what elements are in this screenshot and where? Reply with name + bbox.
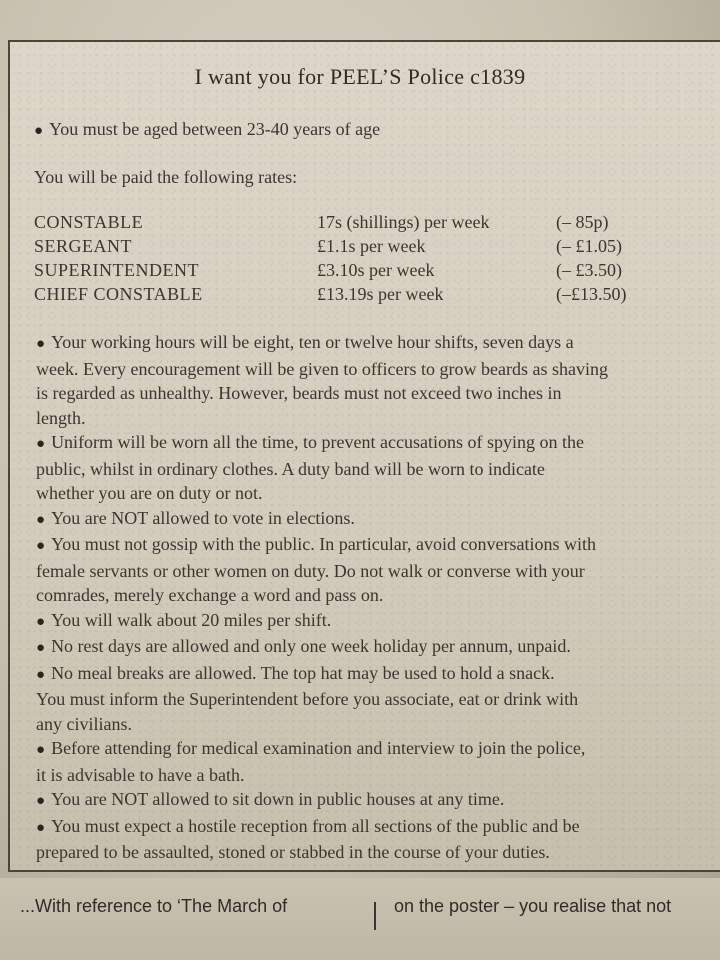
- footer-right-text: on the poster – you realise that not: [394, 896, 672, 916]
- rule-item: ● You will walk about 20 miles per shift.: [36, 609, 332, 630]
- rule-item: ● You are NOT allowed to sit down in public houses at any time.: [36, 789, 505, 809]
- rule-line: public, whilst in ordinary clothes. A duty band will be worn to indicate: [36, 458, 545, 479]
- footer-left-text: ...With reference to ‘The March of: [20, 896, 288, 916]
- rates-intro: You will be paid the following rates:: [34, 167, 298, 187]
- rule-item: ● You must not gossip with the public. In particular, avoid conversations with: [36, 534, 596, 554]
- rule-line: prepared to be assaulted, stoned or stabbed in the course of your duties.: [36, 842, 550, 862]
- rule-line: it is advisable to have a bath.: [36, 764, 245, 785]
- rule-line: week. Every encouragement will be given to officers to grow beards as shaving: [36, 358, 608, 379]
- poster-title: I want you for PEEL’S Police c1839: [194, 64, 526, 89]
- rate-row: [34, 284, 674, 308]
- rate-rank: CONSTABLE: [34, 212, 144, 232]
- rule-item: ● You must expect a hostile reception from all sections of the public and be: [36, 815, 580, 836]
- rule-item: ● You are NOT allowed to vote in elections.: [36, 507, 355, 528]
- bullet-icon: ●: [36, 793, 46, 809]
- age-requirement-text: You must be aged between 23-40 years of age: [49, 119, 381, 139]
- rate-rank: SUPERINTENDENT: [34, 260, 199, 280]
- bullet-icon: ●: [36, 511, 46, 528]
- rate-rank: SERGEANT: [34, 236, 132, 256]
- rate-row: [34, 260, 674, 284]
- rule-item: ● Uniform will be worn all the time, to prevent accusations of spying on the: [36, 432, 584, 452]
- rule-line: female servants or other women on duty. Do not walk or converse with your: [36, 560, 585, 581]
- rate-decimal: (–£13.50): [556, 284, 627, 304]
- book-page-footer: [0, 878, 720, 960]
- rule-line: length.: [36, 407, 86, 428]
- rate-rank: CHIEF CONSTABLE: [34, 284, 203, 304]
- rule-line: any civilians.: [36, 713, 132, 734]
- rate-decimal: (– 85p): [556, 212, 609, 232]
- rules-list: [36, 330, 706, 865]
- rate-pay: £13.19s per week: [317, 284, 444, 304]
- age-requirement-line: [34, 119, 380, 140]
- bullet-icon: ●: [36, 819, 46, 836]
- rule-line: You must inform the Superintendent before you associate, eat or drink with: [36, 689, 579, 709]
- bullet-icon: ●: [36, 640, 46, 656]
- rule-item: ● No meal breaks are allowed. The top hat may be used to hold a snack.: [36, 662, 555, 683]
- bullet-icon: ●: [36, 436, 46, 452]
- rule-line: whether you are on duty or not.: [36, 483, 263, 503]
- rate-pay: 17s (shillings) per week: [317, 212, 490, 232]
- rule-line: is regarded as unhealthy. However, beards must not exceed two inches in: [36, 383, 562, 403]
- rate-row: [34, 212, 674, 236]
- rule-line: comrades, merely exchange a word and pass on.: [36, 585, 384, 605]
- column-divider: [374, 902, 376, 930]
- bullet-icon: ●: [36, 336, 46, 352]
- rate-decimal: (– £1.05): [556, 236, 622, 256]
- bullet-icon: ●: [34, 123, 44, 139]
- bullet-icon: ●: [36, 742, 46, 758]
- rule-item: ● Before attending for medical examination and interview to join the police,: [36, 738, 586, 758]
- bullet-icon: ●: [36, 666, 46, 683]
- bullet-icon: ●: [36, 538, 46, 554]
- rate-pay: £1.1s per week: [317, 236, 426, 256]
- rule-item: ● Your working hours will be eight, ten or twelve hour shifts, seven days a: [36, 332, 574, 352]
- bullet-icon: ●: [36, 613, 46, 630]
- rate-row: [34, 236, 674, 260]
- rate-pay: £3.10s per week: [317, 260, 435, 280]
- rate-decimal: (– £3.50): [556, 260, 622, 280]
- rule-item: ● No rest days are allowed and only one week holiday per annum, unpaid.: [36, 636, 571, 656]
